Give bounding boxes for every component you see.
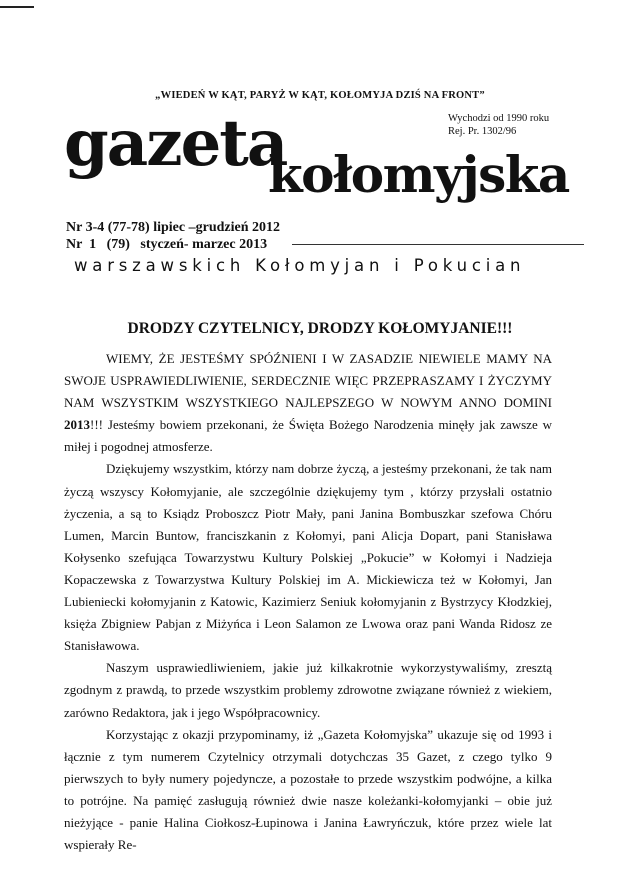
paragraph-1 xyxy=(64,348,552,458)
paragraph-1-caps: WIEMY, ŻE JESTEŚMY SPÓŹNIENI I W ZASADZIE NIEWIELE MAMY NA SWOJE USPRAWIEDLIWIENIE, SERDECZNIE WIĘC PRZEPRASZAMY I ŻYCZYMY NAM WSZYSTKIM WSZYSTKIEGO NAJLEPSZEGO W NOWYM ANNO DOMINI xyxy=(64,351,552,411)
publication-info xyxy=(448,112,549,138)
paragraph-2: Dziękujemy wszystkim, którzy nam dobrze życzą, a jesteśmy przekonani, że tak nam życzą wszyscy Kołomyjanie, ale szczególnie dziękujemy tym , którzy przysłali ostatnio życzenia, a są to Ksiądz Proboszcz Piotr Mały, pani Janina Bombuszkar szefowa Chóru Lumen, Marcin Buntow, franciszkanin z Kołomyi, pani Alicja Dopart, pani Stanisława Kołysenko szefująca Towarzystwu Kultury Polskiej „Pokucie” w Kołomyi i Nadzieja Kopaczewska z Towarzystwa Kultury Polskiej im A. Mickiewicza też w Kołomyi, Jan Lubieniecki kołomyjanin z Katowic, Kazimierz Seniuk kołomyjanin z Bystrzycy Kłodzkiej, księża Zbigniew Pabjan z Miżyńca i Leon Salamon ze Lwowa oraz pani Wanda Ridosz ze Stanisławowa. xyxy=(64,461,552,654)
scan-corner-mark xyxy=(0,6,34,8)
paragraph-1-exclaim: !!! xyxy=(90,417,103,433)
masthead-motto: „WIEDEŃ W KĄT, PARYŻ W KĄT, KOŁOMYJA DZIŚ NA FRONT” xyxy=(155,90,485,101)
article-body xyxy=(64,348,552,856)
paragraph-4: Korzystając z okazji przypominamy, iż „Gazeta Kołomyjska” ukazuje się od 1993 i łącznie z tym numerem Czytelnicy otrzymali dotychczas 35 Gazet, z czego tylko 9 pierwszych to były numery pojedyncze, a pozostałe to przede wszystkim podwójne, a kilka to potrójne. Na pamięć zasługują również dwie nasze koleżanki-kołomyjanki – obie już nieżyjące - panie Halina Ciołkosz-Łupinowa i Janina Ławryńczuk, które przez wiele lat wspierały Re- xyxy=(64,726,552,853)
article-heading: DRODZY CZYTELNICY, DRODZY KOŁOMYJANIE!!! xyxy=(127,320,513,337)
paragraph-3: Naszym usprawiedliwieniem, jakie już kilkakrotnie wykorzystywaliśmy, zresztą zgodnym z prawdą, to przede wszystkim problemy zdrowotne związane również z wiekiem, zarówno Redaktora, jak i jego Współpracownicy. xyxy=(64,660,552,720)
issue-number-2: Nr 1 (79) styczeń- marzec 2013 xyxy=(66,237,268,252)
masthead-title-gazeta: gazeta xyxy=(64,106,287,181)
issue-number-1: Nr 3-4 (77-78) lipiec –grudzień 2012 xyxy=(66,220,280,235)
masthead-rule xyxy=(292,244,584,245)
registration-line: Rej. Pr. 1302/96 xyxy=(448,126,517,137)
masthead-title-kolomyjska: kołomyjska xyxy=(268,145,569,204)
masthead-subtitle: warszawskich Kołomyjan i Pokucian xyxy=(74,256,526,275)
since-line: Wychodzi od 1990 roku xyxy=(448,113,550,124)
paragraph-1-year: 2013 xyxy=(64,417,90,433)
paragraph-1-rest: Jesteśmy bowiem przekonani, że Święta Bożego Narodzenia minęły jak zawsze w miłej i pogodnej atmosferze. xyxy=(64,417,552,455)
